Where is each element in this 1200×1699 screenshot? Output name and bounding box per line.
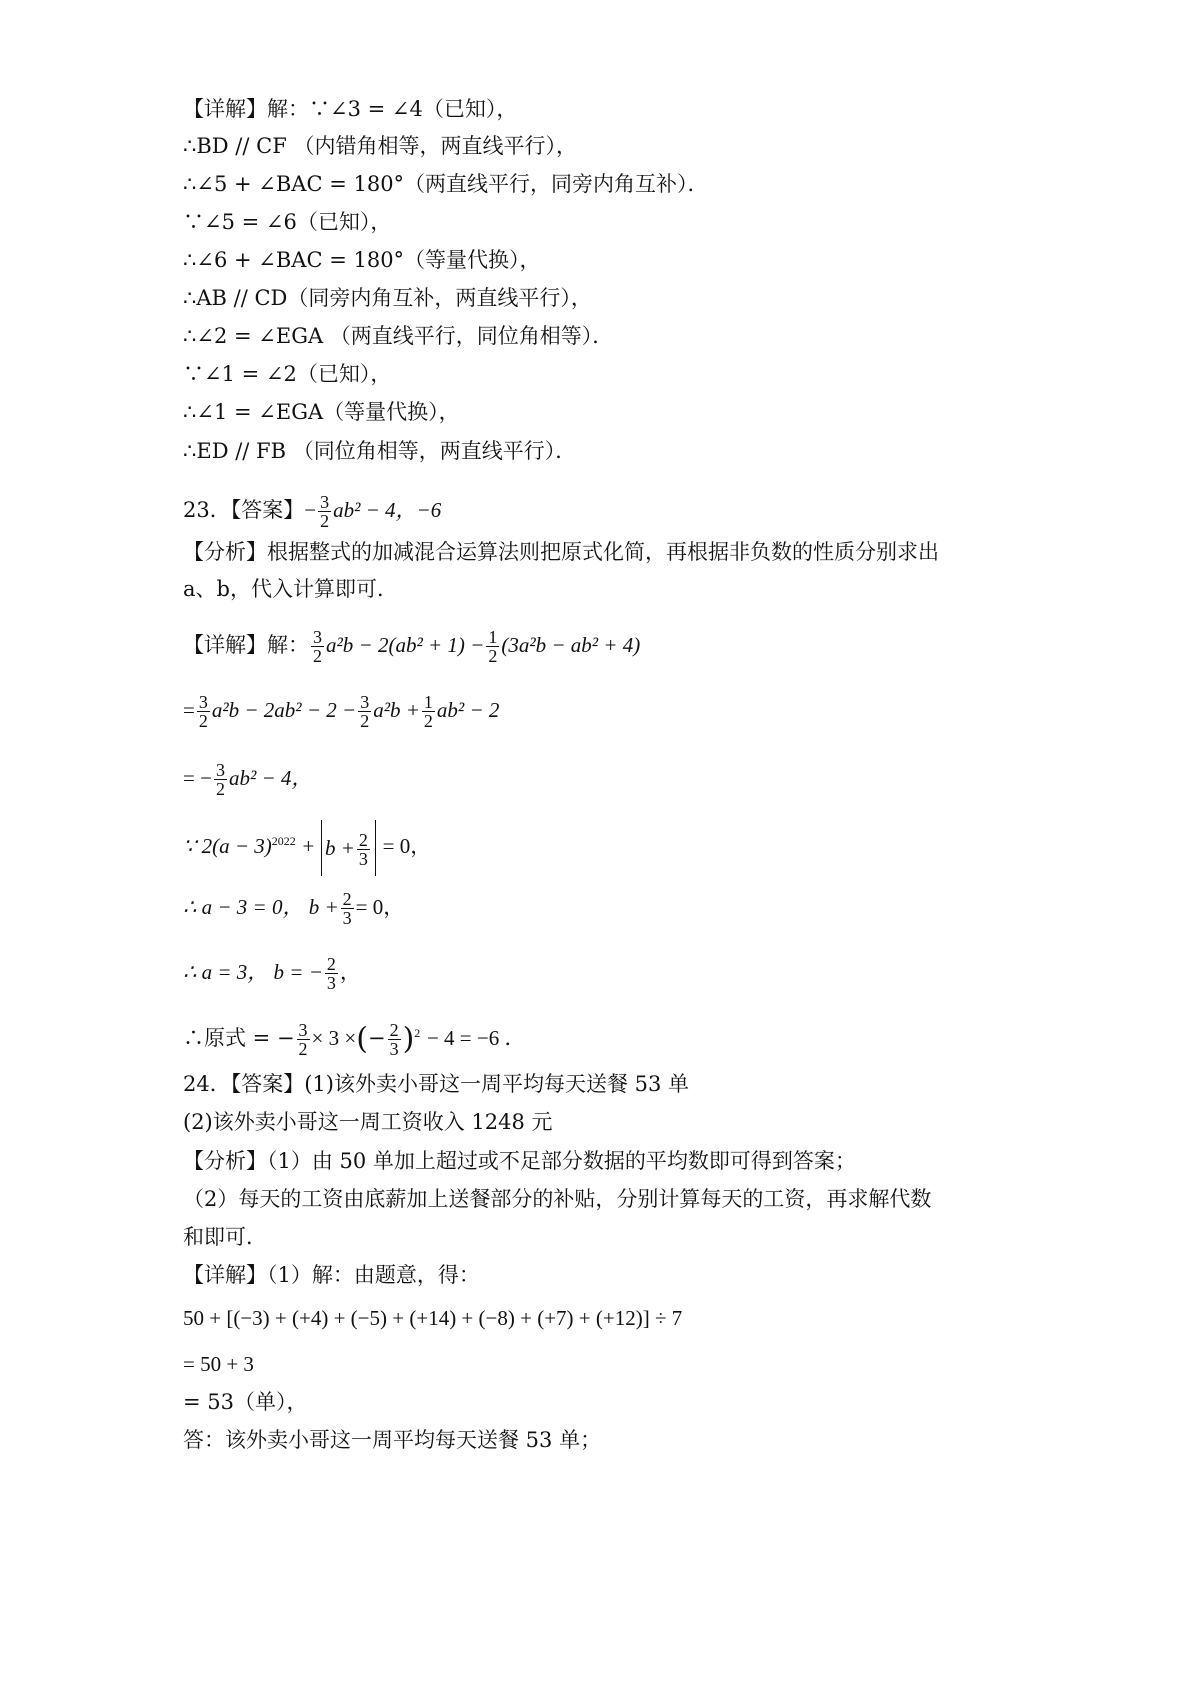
proof-line-3: ∴∠5 + ∠BAC = 180°（两直线平行，同旁内角互补）． <box>183 172 709 196</box>
q23-analysis-2: a、b，代入计算即可． <box>183 577 398 601</box>
q24-answer-1: 24．【答案】(1)该外卖小哥这一周平均每天送餐 53 单 <box>183 1072 690 1096</box>
q24-detail: 【详解】（1）解：由题意，得： <box>183 1263 480 1287</box>
q23-detail: 【详解】解： $\frac{3}{2}$ a²b − 2(ab² + 1) − $\frac{1}{2}$ (3a²b − ab² + 4) <box>183 627 641 666</box>
q24-answer-2: (2)该外卖小哥这一周工资收入 1248 元 <box>183 1110 553 1134</box>
q24-calc-3: = 53（单）， <box>183 1390 308 1414</box>
proof-line-1: 【详解】解：∵∠3 = ∠4（已知）， <box>183 97 518 121</box>
proof-line-2: ∴BD // CF （内错角相等，两直线平行）， <box>183 134 577 158</box>
proof-line-5: ∴∠6 + ∠BAC = 180°（等量代换）， <box>183 248 541 272</box>
q24-analysis-1: 【分析】（1）由 50 单加上超过或不足部分数据的平均数即可得到答案； <box>183 1149 856 1173</box>
q23-result-1: ∴ a − 3 = 0， b + $\frac{2}{3}$ = 0， <box>183 889 405 928</box>
q23-result-2: ∴ a = 3， b = − $\frac{2}{3}$ ， <box>183 954 361 993</box>
proof-line-9: ∴∠1 = ∠EGA（等量代换）， <box>183 400 460 424</box>
proof-line-7: ∴∠2 = ∠EGA （两直线平行，同位角相等）． <box>183 324 614 348</box>
q23-step-1: = $\frac{3}{2}$ a²b − 2ab² − 2 − $\frac{3}{2}$ a²b + $\frac{1}{2}$ ab² − 2 <box>183 692 500 731</box>
q23-final: ∴原式 = − $\frac{3}{2}$ × 3 ×(− $\frac{2}{3}$ )$^2$ − 4 = −6 ． <box>183 1020 526 1059</box>
q24-analysis-3: 和即可． <box>183 1225 267 1249</box>
q23-condition: ∵ $2(a - 3)^{2022} + b$ + $\frac{2}{3}$ = 0， <box>183 818 431 876</box>
proof-line-4: ∵∠5 = ∠6（已知）， <box>183 210 392 234</box>
proof-line-8: ∵∠1 = ∠2（已知）， <box>183 362 392 386</box>
q24-calc-2: = 50 + 3 <box>183 1352 254 1376</box>
q24-conclusion: 答：该外卖小哥这一周平均每天送餐 53 单； <box>183 1428 602 1452</box>
q24-analysis-2: （2）每天的工资由底薪加上送餐部分的补贴，分别计算每天的工资，再求解代数 <box>183 1187 932 1211</box>
q24-calc: 50 + [(−3) + (+4) + (−5) + (+14) + (−8) + (+7) + (+12)] ÷ 7 <box>183 1306 683 1330</box>
proof-line-6: ∴AB // CD（同旁内角互补，两直线平行）， <box>183 286 592 310</box>
proof-line-10: ∴ED // FB （同位角相等，两直线平行）． <box>183 439 577 463</box>
q23-answer: 23．【答案】− $\frac{3}{2}$ ab² − 4，−6 <box>183 492 442 531</box>
q23-analysis-1: 【分析】根据整式的加减混合运算法则把原式化简，再根据非负数的性质分别求出 <box>183 540 939 564</box>
q23-step-2: = − $\frac{3}{2}$ ab² − 4， <box>183 760 313 799</box>
